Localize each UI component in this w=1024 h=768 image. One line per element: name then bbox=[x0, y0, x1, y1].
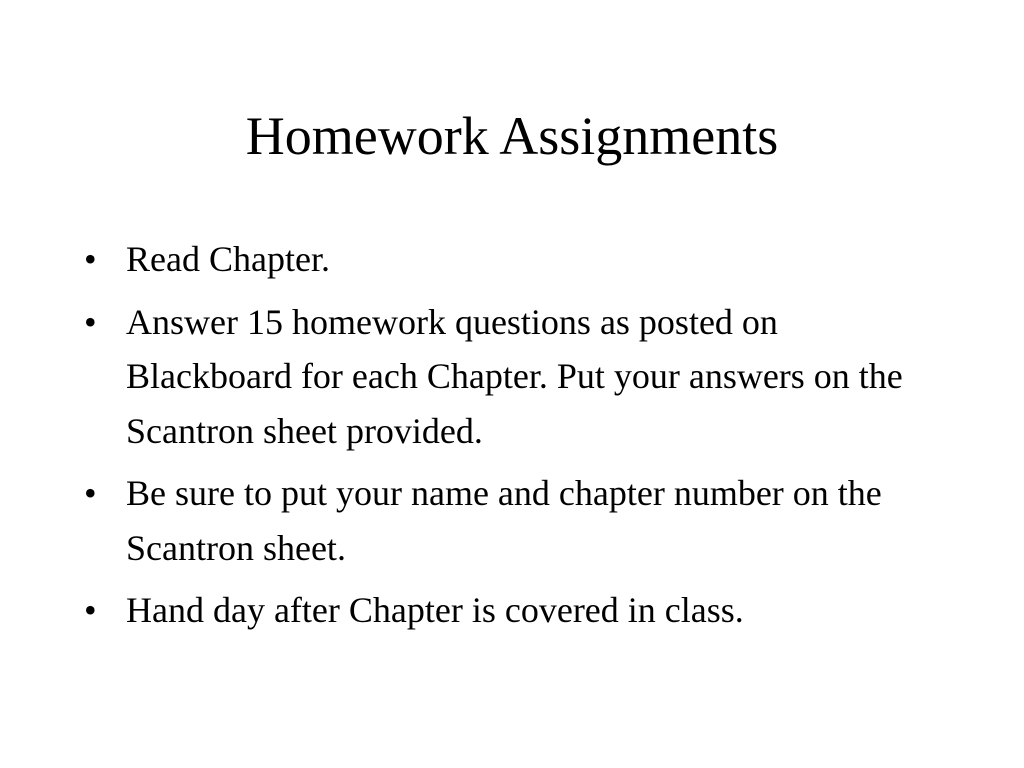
bullet-item bbox=[84, 583, 944, 638]
bullet-icon: • bbox=[84, 239, 97, 279]
bullet-icon: • bbox=[84, 590, 97, 630]
bullet-list bbox=[84, 232, 944, 646]
bullet-icon: • bbox=[84, 473, 97, 513]
bullet-text: Hand day after Chapter is covered in class. bbox=[126, 590, 744, 630]
bullet-text: Be sure to put your name and chapter number on the Scantron sheet. bbox=[126, 473, 882, 568]
bullet-item bbox=[84, 295, 944, 459]
slide-title: Homework Assignments bbox=[245, 106, 779, 166]
bullet-icon: • bbox=[84, 301, 97, 342]
bullet-text: Read Chapter. bbox=[126, 239, 330, 279]
bullet-item bbox=[84, 232, 944, 287]
bullet-text: Answer 15 homework questions as posted on Blackboard for each Chapter. Put your answers on the Scantron sheet provided. bbox=[126, 301, 903, 451]
bullet-item bbox=[84, 466, 944, 575]
